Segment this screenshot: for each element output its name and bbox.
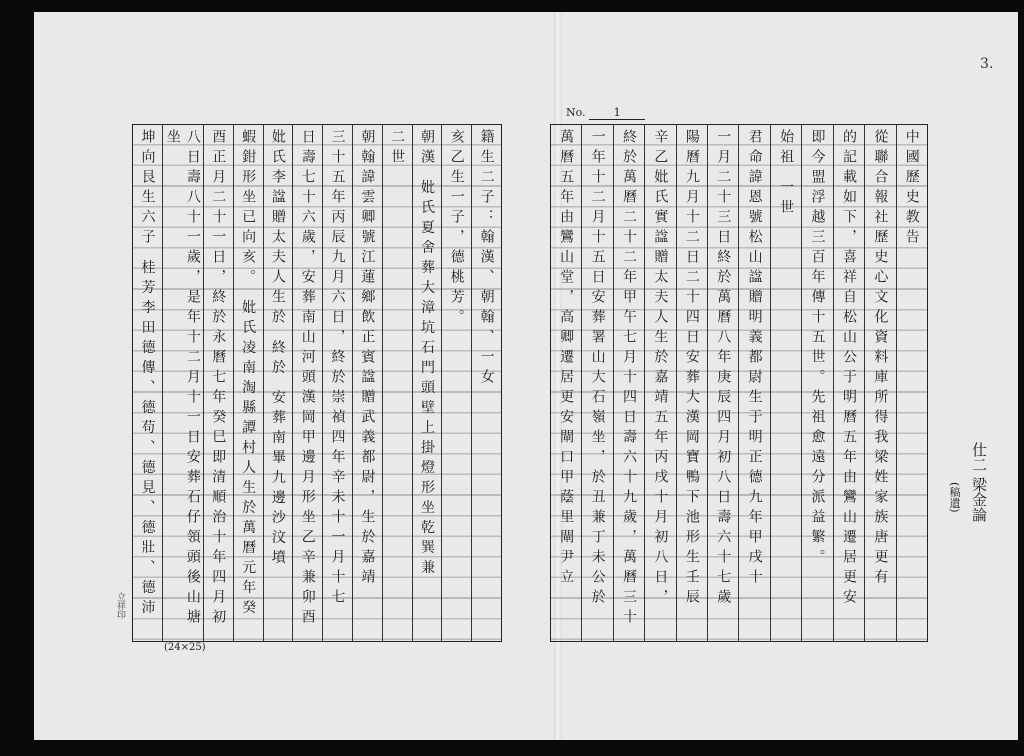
manuscript-column <box>738 125 769 641</box>
column-text: 酉正月二十一日，終於永曆七年癸巳即清順治十年四月初 <box>210 129 227 629</box>
manuscript-column <box>833 125 864 641</box>
side-note: 仕二 梁金論 <box>970 442 988 522</box>
manuscript-column <box>263 125 293 641</box>
column-text: 八日壽八十一歲，是年十二月十一日安葬石仔領頭後山塘坐 <box>164 129 201 629</box>
manuscript-column <box>896 125 927 641</box>
manuscript-column <box>676 125 707 641</box>
column-text: 從聯合報社歷史心文化資料庫所得我梁姓家族唐更有 <box>872 129 889 589</box>
manuscript-column <box>233 125 263 641</box>
manuscript-column <box>203 125 233 641</box>
manuscript-column <box>292 125 322 641</box>
column-text: 辛乙妣氏實諡贈太夫人生於嘉靖五年丙戌十月初八日， <box>652 129 669 609</box>
manuscript-column <box>644 125 675 641</box>
manuscript-column <box>770 125 801 641</box>
manuscript-column <box>352 125 382 641</box>
column-text: 始祖 一世 <box>778 129 795 220</box>
manuscript-column <box>471 125 501 641</box>
corner-mark: 3. <box>980 56 994 72</box>
column-text: 萬曆五年由鸞山堂，高卿遷居更安閘口甲蔭里閘尹立 <box>558 129 575 589</box>
page-number-label: No. <box>566 106 586 119</box>
column-text: 中國歷史教告 <box>903 129 920 249</box>
manuscript-column <box>441 125 471 641</box>
seal-stamp: 立祥印 <box>115 592 125 619</box>
manuscript-column <box>707 125 738 641</box>
manuscript-column <box>162 125 203 641</box>
manuscript-column <box>382 125 412 641</box>
manuscript-column <box>581 125 612 641</box>
column-text: 一月二十三日終於萬曆八年庚辰四月初八日壽六十七歲 <box>715 129 732 609</box>
column-text: 君命諱恩號松山諡贈明義都尉生于明正德九年甲戌十 <box>746 129 763 589</box>
column-text: 的記載如下，喜祥自松山公于明曆五年由鸞山遷居更安 <box>840 129 857 609</box>
column-text: 妣氏李諡贈太夫人生於 終於 安葬南畢九邊沙汶墳 <box>269 129 286 570</box>
left-manuscript-grid <box>132 124 502 642</box>
column-text: 即今盟浮越三百年傳十五世。先祖愈遠分派益繁。 <box>809 129 826 569</box>
column-text: 一年十二月十五日安葬署山大石嶺坐，於丑兼丁未公於 <box>589 129 606 609</box>
manuscript-sheet <box>34 12 1018 740</box>
column-text: 陽曆九月十二日二十四日安葬大漢岡寶鴨下池形生壬辰 <box>683 129 700 609</box>
column-text: 籍生二子：翰漢、朝翰、一女 <box>478 129 495 389</box>
column-text: 二世 <box>389 129 406 169</box>
column-text: 朝翰諱雲卿號江蓮鄉飲正賓諡贈武義都尉，生於嘉靖 <box>359 129 376 589</box>
manuscript-column <box>864 125 895 641</box>
column-text: 坤向艮生六子 桂芳李田德傳、德苟、德見、德壯、德沛 <box>139 129 156 620</box>
column-text: 蝦鉗形坐已向亥。 妣氏凌南淘縣譚村人生於萬曆元年癸 <box>240 129 257 620</box>
manuscript-column <box>412 125 442 641</box>
manuscript-column <box>613 125 644 641</box>
column-text: 朝漢 妣氏夏舍葬大漳坑石門頭壁上掛燈形坐乾巽兼 <box>418 129 435 580</box>
column-text: 日壽七十六歲，安葬南山河頭漢岡甲邊月形坐乙辛兼卯酉 <box>299 129 316 629</box>
manuscript-column <box>551 125 581 641</box>
manuscript-column <box>801 125 832 641</box>
side-note-sub: (稿遺) <box>948 482 961 513</box>
manuscript-column <box>133 125 162 641</box>
column-text: 三十五年丙辰九月六日，終於崇禎四年辛未十一月十七 <box>329 129 346 609</box>
grid-size-label: (24×25) <box>164 642 206 653</box>
column-text: 亥乙生一子，德桃芳。 <box>448 129 465 329</box>
column-text: 終於萬曆二十二年甲午七月十四日壽六十九歲，萬曆三十 <box>620 129 637 629</box>
manuscript-column <box>322 125 352 641</box>
right-manuscript-grid <box>550 124 928 642</box>
page-number <box>566 106 645 120</box>
page-number-value: 1 <box>589 106 645 120</box>
